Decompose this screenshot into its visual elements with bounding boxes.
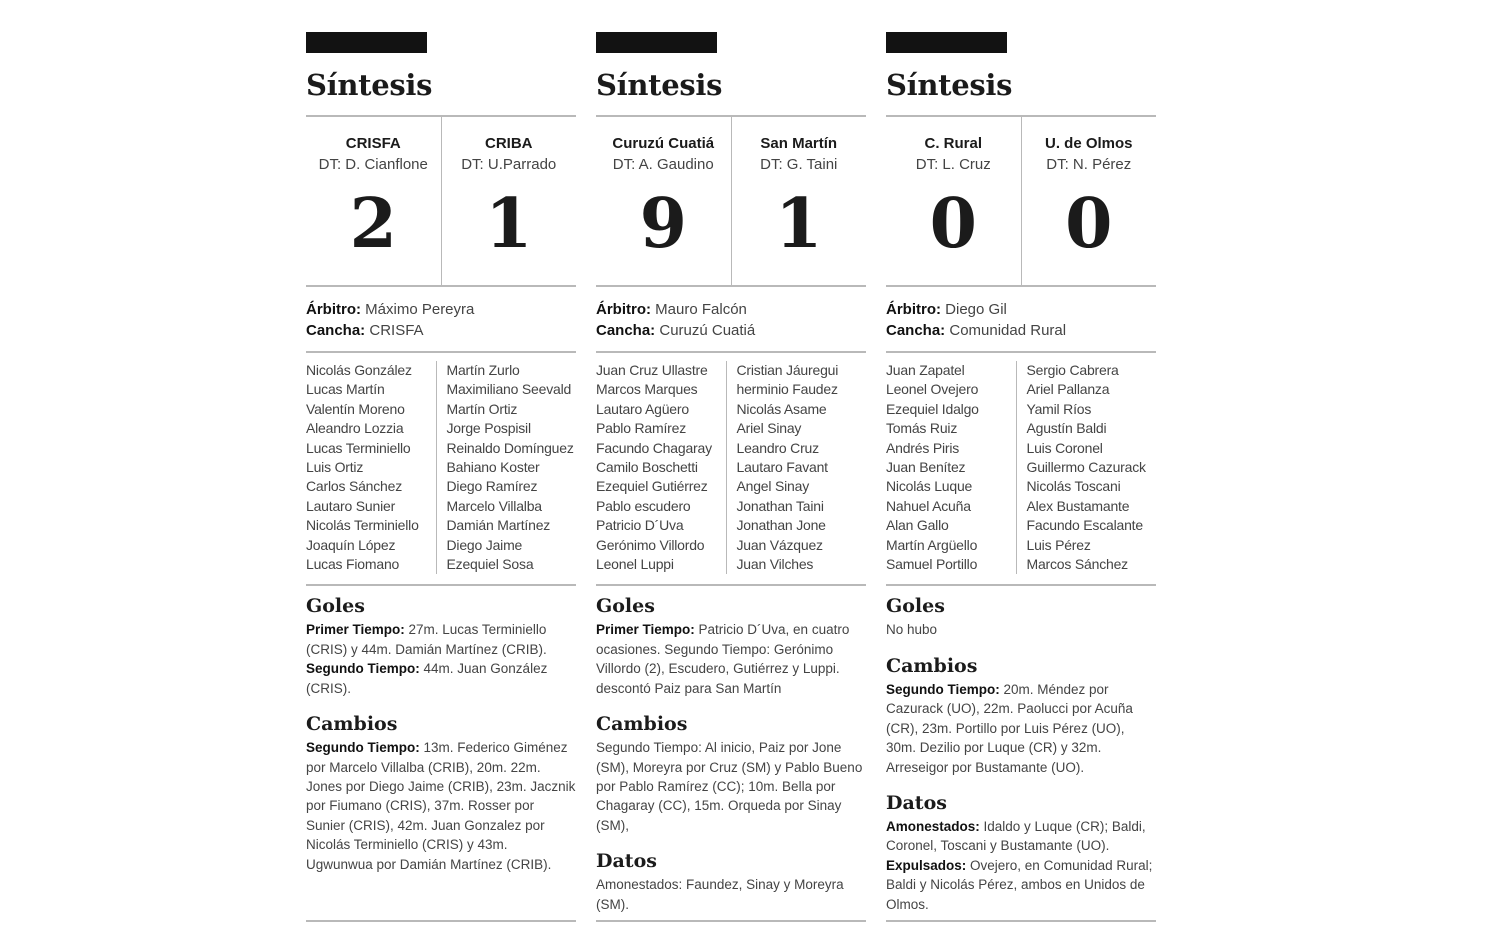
player-name: Nicolás Luque — [886, 478, 973, 495]
player-name: Jonathan Jone — [736, 517, 826, 534]
referee-value: Mauro Falcón — [651, 301, 747, 318]
home-lineup — [306, 361, 436, 574]
team-score: 1 — [485, 184, 533, 264]
home-team — [306, 117, 441, 285]
first-half-label: Primer Tiempo: — [306, 622, 405, 638]
sent-off-label: Expulsados: — [886, 857, 967, 873]
player-name: Alan Gallo — [886, 517, 949, 534]
player-name: Pablo Ramírez — [596, 420, 686, 437]
player-name: Marcelo Villalba — [446, 497, 542, 514]
section-title: Síntesis — [306, 68, 433, 102]
team-name: CRIBA — [485, 135, 533, 152]
player-name: Diego Jaime — [446, 536, 523, 553]
player-name: Leonel Luppi — [596, 556, 674, 573]
team-name: C. Rural — [924, 135, 982, 152]
player-name: Carlos Sánchez — [306, 478, 403, 495]
data-text — [886, 817, 1156, 914]
stadium-value: Curuzú Cuatiá — [655, 322, 756, 339]
player-name: Leandro Cruz — [736, 439, 819, 456]
scoreboard — [596, 117, 866, 287]
subs-heading: Cambios — [596, 713, 688, 736]
first-half-goals: 27m. Lucas Terminiello (CRIS) y 44m. Damián Martínez (CRIB). — [306, 622, 547, 657]
match-info — [596, 287, 866, 353]
team-name: CRISFA — [345, 135, 401, 152]
lineups — [886, 353, 1156, 586]
header-bar — [596, 32, 717, 53]
away-team — [731, 117, 867, 285]
player-name: Lucas Terminiello — [306, 439, 411, 456]
first-half-label: Primer Tiempo: — [596, 622, 695, 638]
goals-text: No hubo — [886, 622, 938, 638]
coach: DT: G. Taini — [760, 156, 838, 173]
player-name: Jorge Pospisil — [446, 420, 531, 437]
section-title: Síntesis — [596, 68, 723, 102]
goals-text — [306, 620, 576, 698]
player-name: Aleandro Lozzia — [306, 420, 404, 437]
stadium — [306, 320, 576, 341]
player-name: Lautaro Favant — [736, 459, 828, 476]
lineups — [306, 353, 576, 586]
goals-heading: Goles — [306, 595, 365, 618]
referee-label: Árbitro: — [886, 301, 941, 318]
player-name: Patricio D´Uva — [596, 517, 684, 534]
team-score: 1 — [775, 184, 823, 264]
scoreboard — [306, 117, 576, 287]
coach: DT: A. Gaudino — [612, 156, 714, 173]
player-name: Ezequiel Sosa — [446, 556, 534, 573]
player-name: herminio Faudez — [736, 381, 838, 398]
stadium — [596, 320, 866, 341]
player-name: Joaquín López — [306, 536, 396, 553]
player-name: Yamil Ríos — [1026, 400, 1092, 417]
stadium-label: Cancha: — [886, 322, 946, 339]
home-team — [596, 117, 731, 285]
player-name: Martín Argüello — [886, 536, 978, 553]
referee-value: Máximo Pereyra — [361, 301, 475, 318]
player-name: Lucas Martín — [306, 381, 385, 398]
player-name: Ariel Pallanza — [1026, 381, 1110, 398]
subs-heading: Cambios — [886, 654, 978, 677]
home-lineup — [886, 361, 1016, 574]
player-name: Andrés Piris — [886, 439, 960, 456]
player-name: Ezequiel Idalgo — [886, 400, 979, 417]
bottom-rule — [886, 920, 1156, 922]
player-name: Bahiano Koster — [446, 459, 540, 476]
player-name: Facundo Escalante — [1026, 517, 1143, 534]
player-name: Luis Coronel — [1026, 439, 1103, 456]
player-name: Lautaro Sunier — [306, 497, 396, 514]
player-name: Angel Sinay — [736, 478, 810, 495]
sent-off-value: Ovejero, en Comunidad Rural; Baldi y Nicolás Pérez, ambos en Unidos de Olmos. — [886, 857, 1153, 912]
coach: DT: U.Parrado — [461, 156, 557, 173]
referee-label: Árbitro: — [306, 301, 361, 318]
away-team — [441, 117, 577, 285]
goals-text — [596, 620, 866, 698]
coach: DT: N. Pérez — [1046, 156, 1132, 173]
player-name: Jonathan Taini — [736, 497, 824, 514]
player-name: Marcos Sánchez — [1026, 556, 1128, 573]
subs-value: 13m. Federico Giménez por Marcelo Villalba (CRIB), 20m. 22m. Jones por Diego Jaime (CRIB), 23m. Jacznik por Fiumano (CRIS), 37m. Rosser por Sunier (CRIS), 42m. Juan Gonzalez por Nicolás Terminiello (CRIS) y 43m. Ugwunwua por Damián Martínez (CRIB). — [306, 740, 576, 872]
goals-value: Patricio D´Uva, en cuatro ocasiones. Segundo Tiempo: Gerónimo Villordo (2), Escudero, Gutiérrez y Luppi. descontó Paiz para San Martín — [596, 622, 850, 696]
data-heading: Datos — [596, 850, 657, 873]
match-info — [306, 287, 576, 353]
match-column-1 — [306, 32, 576, 874]
coach: DT: D. Cianflone — [318, 156, 428, 173]
bottom-rule — [596, 920, 866, 922]
player-name: Maximiliano Seevald — [446, 381, 572, 398]
header-bar — [886, 32, 1007, 53]
player-name: Damián Martínez — [446, 517, 551, 534]
player-name: Juan Vilches — [736, 556, 814, 573]
player-name: Juan Zapatel — [886, 362, 965, 378]
team-score: 0 — [1065, 184, 1113, 264]
home-lineup — [596, 361, 726, 574]
player-name: Lautaro Agüero — [596, 400, 689, 417]
team-name: San Martín — [760, 135, 838, 152]
player-name: Lucas Fiomano — [306, 556, 400, 573]
away-lineup — [436, 361, 577, 574]
bottom-rule — [306, 920, 576, 922]
scoreboard — [886, 117, 1156, 287]
player-name: Sergio Cabrera — [1026, 362, 1119, 378]
match-column-2 — [596, 32, 866, 914]
player-name: Guillermo Cazurack — [1026, 459, 1146, 476]
lineups — [596, 353, 866, 586]
match-column-3 — [886, 32, 1156, 914]
section-title: Síntesis — [886, 68, 1013, 102]
subs-text — [306, 738, 576, 874]
player-name: Juan Vázquez — [736, 536, 823, 553]
subs-value: 20m. Méndez por Cazurack (UO), 22m. Paolucci por Acuña (CR), 23m. Portillo por Luis Pérez (UO), 30m. Dezilio por Luque (CR) y 32m. Arreseigor por Bustamante (UO). — [886, 681, 1133, 775]
player-name: Tomás Ruiz — [886, 420, 958, 437]
player-name: Nicolás Asame — [736, 400, 827, 417]
player-name: Martín Ortiz — [446, 400, 518, 417]
stadium-label: Cancha: — [306, 322, 366, 339]
referee — [306, 299, 576, 320]
home-team — [886, 117, 1021, 285]
second-half-label: Segundo Tiempo: — [306, 661, 420, 677]
player-name: Marcos Marques — [596, 381, 698, 398]
player-name: Samuel Portillo — [886, 556, 978, 573]
team-score: 2 — [349, 184, 397, 264]
player-name: Nahuel Acuña — [886, 497, 971, 514]
goals-heading: Goles — [886, 595, 945, 618]
player-name: Cristian Jáuregui — [736, 362, 839, 378]
subs-label: Segundo Tiempo: — [306, 740, 420, 756]
player-name: Juan Benítez — [886, 459, 966, 476]
player-name: Luis Ortiz — [306, 459, 364, 476]
subs-heading: Cambios — [306, 713, 398, 736]
player-name: Ezequiel Gutiérrez — [596, 478, 708, 495]
player-name: Diego Ramírez — [446, 478, 538, 495]
player-name: Nicolás Terminiello — [306, 517, 419, 534]
stadium — [886, 320, 1156, 341]
referee — [886, 299, 1156, 320]
player-name: Agustín Baldi — [1026, 420, 1107, 437]
team-score: 0 — [929, 184, 977, 264]
player-name: Reinaldo Domínguez — [446, 439, 574, 456]
player-name: Ariel Sinay — [736, 420, 802, 437]
match-info — [886, 287, 1156, 353]
player-name: Pablo escudero — [596, 497, 691, 514]
player-name: Martín Zurlo — [446, 362, 520, 378]
team-name: U. de Olmos — [1044, 135, 1133, 152]
player-name: Nicolás Toscani — [1026, 478, 1121, 495]
second-half-goals: 44m. Juan González (CRIS). — [306, 661, 548, 696]
referee — [596, 299, 866, 320]
away-lineup — [726, 361, 867, 574]
coach: DT: L. Cruz — [915, 156, 991, 173]
subs-label: Segundo Tiempo: — [886, 681, 1000, 697]
referee-value: Diego Gil — [941, 301, 1007, 318]
player-name: Facundo Chagaray — [596, 439, 712, 456]
stadium-label: Cancha: — [596, 322, 656, 339]
player-name: Alex Bustamante — [1026, 497, 1130, 514]
data-text: Amonestados: Faundez, Sinay y Moreyra (SM). — [596, 877, 844, 912]
player-name: Luis Pérez — [1026, 536, 1091, 553]
player-name: Camilo Boschetti — [596, 459, 698, 476]
player-name: Juan Cruz Ullastre — [596, 362, 708, 378]
player-name: Leonel Ovejero — [886, 381, 979, 398]
bookings-label: Amonestados: — [886, 818, 980, 834]
team-score: 9 — [639, 184, 687, 264]
goals-heading: Goles — [596, 595, 655, 618]
team-name: Curuzú Cuatiá — [612, 135, 715, 152]
subs-text — [886, 680, 1156, 777]
player-name: Gerónimo Villordo — [596, 536, 705, 553]
player-name: Nicolás González — [306, 362, 412, 378]
player-name: Valentín Moreno — [306, 400, 405, 417]
subs-text: Segundo Tiempo: Al inicio, Paiz por Jone (SM), Moreyra por Cruz (SM) y Pablo Bueno por Pablo Ramírez (CC); 10m. Bella por Chagaray (CC), 15m. Orqueda por Sinay (SM), — [596, 740, 863, 833]
header-bar — [306, 32, 427, 53]
referee-label: Árbitro: — [596, 301, 651, 318]
stadium-value: CRISFA — [365, 322, 424, 339]
data-heading: Datos — [886, 791, 947, 814]
away-lineup — [1016, 361, 1157, 574]
stadium-value: Comunidad Rural — [945, 322, 1067, 339]
bookings-value: Idaldo y Luque (CR); Baldi, Coronel, Toscani y Bustamante (UO). — [886, 818, 1146, 854]
away-team — [1021, 117, 1157, 285]
